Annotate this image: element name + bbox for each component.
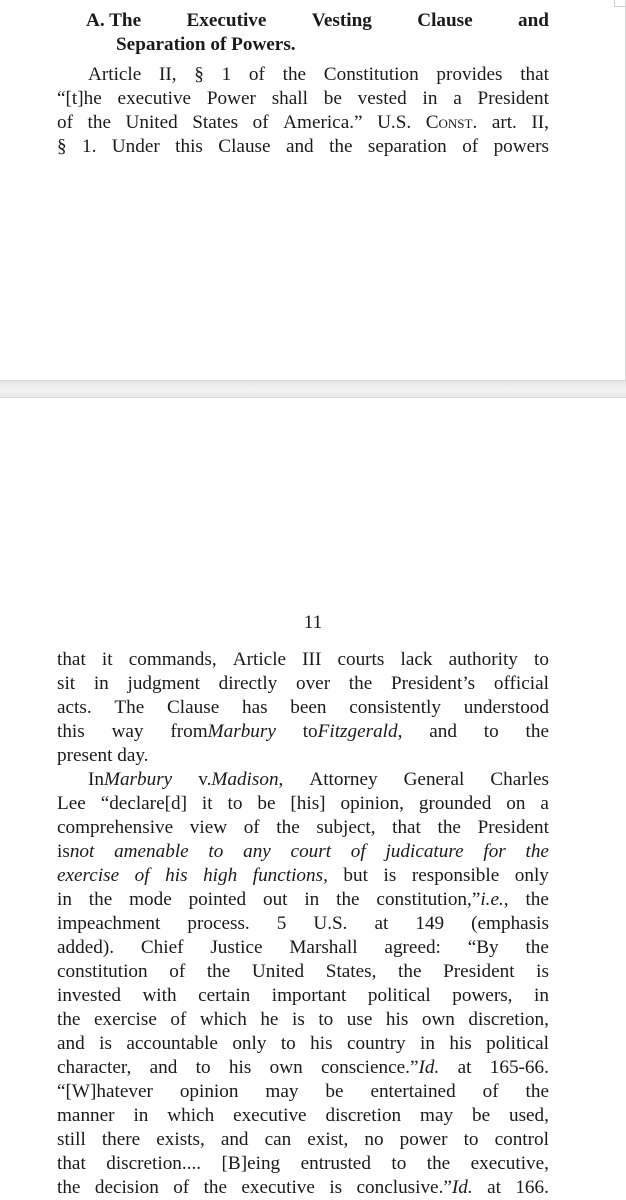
text-line (57, 696, 549, 720)
text-word: high (203, 865, 238, 886)
text-word: President (477, 817, 549, 838)
text-word: powers (493, 136, 549, 157)
text-word: “declare[d] (100, 793, 187, 814)
text-word: and (220, 1129, 249, 1150)
text-word: directly (218, 673, 278, 694)
text-word: conscience.”Id. (321, 1057, 440, 1078)
text-word: that (392, 817, 421, 838)
text-word: [his] (290, 793, 326, 814)
text-word: character, (57, 1057, 132, 1078)
document-page-bottom (0, 398, 626, 1200)
text-line (57, 888, 549, 912)
text-word: in (533, 985, 549, 1006)
text-word: use (346, 1009, 373, 1030)
text-word: the (426, 1153, 451, 1174)
section-heading-line-2: Separation of Powers. (116, 34, 296, 55)
text-word: only (232, 1033, 267, 1054)
text-word: of (169, 961, 186, 982)
text-line (57, 135, 549, 159)
text-word: the (525, 721, 549, 742)
text-word: United (125, 112, 178, 133)
text-word: at (487, 1177, 501, 1198)
text-word: Fitzgerald (317, 721, 398, 742)
text-word: discretion, (468, 1009, 549, 1030)
text-word: to (280, 1033, 296, 1054)
text-word: the (525, 841, 549, 862)
text-word: courts (337, 649, 385, 670)
text-word: 1 (221, 64, 232, 85)
text-word: , (278, 769, 284, 790)
text-word: to (391, 1153, 407, 1174)
text-word: “[W]hatever (57, 1081, 153, 1102)
text-word: may (420, 1105, 454, 1126)
text-word: his (228, 1057, 252, 1078)
text-word: mode (129, 889, 172, 910)
text-word: added). (57, 937, 115, 958)
text-word: the (88, 889, 113, 910)
text-word: Clause (166, 697, 220, 718)
text-word: 165-66. (489, 1057, 549, 1078)
text-word: the (525, 1081, 549, 1102)
text-word: his (165, 865, 188, 886)
text-word: this (175, 136, 203, 157)
text-word: Article (232, 649, 287, 670)
text-word: there (101, 1129, 141, 1150)
text-word: responsible (411, 865, 500, 886)
text-word: United (251, 961, 305, 982)
text-word: understood (463, 697, 549, 718)
text-word: exercise (57, 865, 120, 886)
text-word: is (329, 1177, 343, 1198)
text-word: II, (531, 112, 549, 133)
text-word: of (134, 865, 150, 886)
text-word: any (243, 841, 271, 862)
text-word: vested (357, 88, 407, 109)
text-word: it (201, 793, 213, 814)
text-word: decision (94, 1177, 159, 1198)
text-word: Article (88, 64, 142, 85)
text-word: entrusted (300, 1153, 371, 1174)
text-line (57, 1056, 549, 1080)
text-word: court (290, 841, 332, 862)
text-word: III (302, 649, 322, 670)
text-word: with (142, 985, 177, 1006)
text-word: of (248, 64, 265, 85)
text-word: not (69, 841, 95, 862)
text-word: authority (448, 649, 518, 670)
text-word: discretion.... (106, 1153, 202, 1174)
text-word: , (323, 865, 328, 886)
text-word: onst (438, 112, 473, 133)
text-word: entertained (370, 1081, 456, 1102)
text-word: in (419, 1033, 435, 1054)
text-line (57, 864, 549, 888)
text-word: no (364, 1129, 384, 1150)
text-line (57, 1008, 549, 1032)
text-word: sit (57, 673, 76, 694)
text-word: the (57, 1009, 81, 1030)
text-word: of (350, 841, 366, 862)
text-word: been (290, 697, 327, 718)
text-word: powers, (452, 985, 513, 1006)
text-word: Id. (418, 1057, 440, 1078)
text-word: present (57, 745, 113, 766)
heading-word: Clause (417, 10, 473, 31)
text-line (57, 1176, 549, 1200)
heading-word: Vesting (311, 10, 372, 31)
text-word: 166. (515, 1177, 549, 1198)
text-word: own (421, 1009, 455, 1030)
text-word: “[t]he (57, 88, 102, 109)
text-line (57, 111, 549, 135)
text-line (57, 720, 549, 744)
text-word: that (520, 64, 549, 85)
text-word: the (437, 817, 461, 838)
text-word: the (203, 1177, 228, 1198)
text-word: he (260, 1009, 279, 1030)
text-word: that (57, 649, 86, 670)
text-word: subject, (316, 817, 376, 838)
text-word: executive (241, 1177, 315, 1198)
text-word: Marshall (289, 937, 358, 958)
text-word: Attorney (309, 769, 378, 790)
text-word: constitution (57, 961, 148, 982)
text-word: America.” (283, 112, 363, 133)
text-word: agreed: (384, 937, 441, 958)
text-word: in (304, 889, 320, 910)
text-word: in (57, 889, 72, 910)
text-word: the (87, 112, 111, 133)
text-word: Marbury (103, 769, 173, 790)
text-word: in (93, 673, 109, 694)
text-word: day. (117, 745, 149, 766)
text-word: to (318, 1009, 334, 1030)
text-word: isnot (57, 841, 95, 862)
text-word: to (483, 721, 499, 742)
text-word: Power (206, 88, 256, 109)
text-word: is (383, 865, 397, 886)
text-word: the (398, 961, 422, 982)
text-word: for (483, 841, 506, 862)
text-word: of (482, 1081, 499, 1102)
text-word: out (262, 889, 288, 910)
text-word: important (271, 985, 347, 1006)
text-word: the (336, 889, 360, 910)
text-word: own (269, 1057, 303, 1078)
text-word: Under (111, 136, 160, 157)
text-line (57, 768, 549, 792)
text-word: of (170, 1009, 187, 1030)
text-word: art. (491, 112, 517, 133)
text-word: , (503, 889, 509, 910)
text-word: official (493, 673, 549, 694)
text-word: exists, (156, 1129, 205, 1150)
text-word: impeachment (57, 913, 161, 934)
text-line (57, 1128, 549, 1152)
text-word: judicature (385, 841, 464, 862)
text-word: comprehensive (57, 817, 174, 838)
text-word: conclusive.”Id. (356, 1177, 473, 1198)
text-word: country (346, 1033, 406, 1054)
text-word: the (525, 937, 549, 958)
text-word: can (264, 1129, 292, 1150)
text-word: at (457, 1057, 472, 1078)
text-word: and (285, 136, 314, 157)
text-word: is (291, 1009, 305, 1030)
text-word: shall (271, 88, 308, 109)
text-word: Const. (425, 112, 478, 133)
text-word: is (99, 1033, 112, 1054)
text-word: to (534, 649, 549, 670)
section-heading-line-1 (86, 9, 549, 33)
text-word: the (282, 64, 307, 85)
text-word: exercise (93, 1009, 157, 1030)
text-word: the (348, 673, 373, 694)
text-word: and (149, 1057, 178, 1078)
text-word: in (133, 1105, 149, 1126)
text-word: [B]eing (221, 1153, 281, 1174)
text-word: . (472, 112, 478, 133)
text-word: Justice (210, 937, 263, 958)
text-line (57, 744, 549, 768)
text-word: that (57, 1153, 86, 1174)
text-word: functions, (252, 865, 328, 886)
text-word: fromMarbury (170, 721, 276, 742)
paragraph-marbury (57, 648, 549, 1200)
text-line (57, 1032, 549, 1056)
text-word: on (506, 793, 526, 814)
text-word: acts. (57, 697, 92, 718)
paragraph-article-ii (57, 63, 549, 159)
text-word: a (453, 88, 462, 109)
text-word: to (195, 1057, 211, 1078)
text-line (57, 912, 549, 936)
text-word: commands, (128, 649, 217, 670)
text-word: toFitzgerald, (302, 721, 403, 742)
text-line (57, 792, 549, 816)
text-word: his (310, 1033, 333, 1054)
text-word: be (325, 1081, 344, 1102)
text-word: political (486, 1033, 549, 1054)
text-word: The (114, 697, 145, 718)
text-word: his (449, 1033, 472, 1054)
text-word: of (462, 136, 479, 157)
text-word: in (422, 88, 438, 109)
page-number: 11 (303, 612, 323, 633)
text-word: has (241, 697, 268, 718)
text-word: view (189, 817, 228, 838)
text-word: may (265, 1081, 299, 1102)
text-word: separation (367, 136, 447, 157)
text-word: power (399, 1129, 448, 1150)
text-word: amenable (114, 841, 189, 862)
text-word: which (199, 1009, 247, 1030)
text-word: discretion (325, 1105, 402, 1126)
text-line (57, 960, 549, 984)
text-word: Lee (57, 793, 86, 814)
text-word: constitution,”i.e., (376, 889, 509, 910)
text-line (57, 672, 549, 696)
text-word: President’s (390, 673, 476, 694)
text-word: be (323, 88, 342, 109)
text-line (57, 984, 549, 1008)
text-word: executive (117, 88, 192, 109)
text-word: Id. (451, 1177, 473, 1198)
text-word: States, (325, 961, 377, 982)
section-heading (86, 9, 549, 57)
text-word: a (540, 793, 549, 814)
text-word: of (243, 817, 260, 838)
text-line (57, 1104, 549, 1128)
page-divider (0, 380, 626, 398)
text-word: Constitution (323, 64, 419, 85)
document-page-top (0, 0, 626, 380)
text-word: political (367, 985, 431, 1006)
text-word: consistently (349, 697, 441, 718)
page-corner (614, 0, 625, 7)
text-word: the (57, 1177, 81, 1198)
text-word: lack (400, 649, 433, 670)
text-word: over (295, 673, 331, 694)
heading-word: and (518, 10, 549, 31)
text-word: the (276, 817, 300, 838)
text-word: II, (159, 64, 177, 85)
text-word: Clause (218, 136, 271, 157)
text-word: the (525, 889, 549, 910)
text-word: of (252, 112, 269, 133)
text-word: to (208, 841, 224, 862)
text-word: President (477, 88, 549, 109)
text-word: only (514, 865, 549, 886)
text-word: President (443, 961, 515, 982)
text-word: used, (508, 1105, 549, 1126)
text-word: General (403, 769, 465, 790)
text-line (57, 1080, 549, 1104)
text-word: , (397, 721, 403, 742)
text-word: Madison (211, 769, 279, 790)
text-word: opinion (179, 1081, 239, 1102)
text-word: this (57, 721, 85, 742)
text-word: U.S. (377, 112, 412, 133)
text-word: (emphasis (471, 913, 549, 934)
text-word: Charles (490, 769, 549, 790)
text-word: “By (467, 937, 499, 958)
text-word: be (257, 793, 276, 814)
text-word: provides (436, 64, 503, 85)
text-word: the (206, 961, 231, 982)
text-word: the (329, 136, 353, 157)
text-word: accountable (126, 1033, 218, 1054)
text-word: 149 (415, 913, 445, 934)
text-word: control (494, 1129, 549, 1150)
text-word: § (57, 136, 67, 157)
text-line (57, 840, 549, 864)
text-word: i.e. (480, 889, 504, 910)
text-word: to (463, 1129, 479, 1150)
text-word: 1. (82, 136, 97, 157)
text-word: executive (233, 1105, 307, 1126)
text-word: grounded (418, 793, 492, 814)
text-word: States (192, 112, 239, 133)
heading-word: Executive (186, 10, 267, 31)
text-word: way (111, 721, 144, 742)
text-word: is (536, 961, 549, 982)
text-word: still (57, 1129, 86, 1150)
text-word: certain (198, 985, 251, 1006)
text-word: and (57, 1033, 85, 1054)
text-word: U.S. (313, 913, 348, 934)
text-word: v.Madison, (198, 769, 284, 790)
text-word: 5 (276, 913, 287, 934)
text-word: pointed (188, 889, 247, 910)
text-word: invested (57, 985, 121, 1006)
text-line (57, 936, 549, 960)
heading-word: A. The (86, 10, 142, 31)
text-word: Marbury (207, 721, 276, 742)
text-word: § (194, 64, 204, 85)
text-word: which (167, 1105, 215, 1126)
text-line (57, 1152, 549, 1176)
text-word: to (227, 793, 243, 814)
text-word: executive, (470, 1153, 549, 1174)
text-line (57, 63, 549, 87)
text-word: at (374, 913, 389, 934)
text-word: opinion, (340, 793, 404, 814)
text-word: of (57, 112, 73, 133)
text-word: it (101, 649, 113, 670)
text-word: manner (57, 1105, 115, 1126)
text-line (57, 87, 549, 111)
text-word: but (343, 865, 368, 886)
text-word: of (173, 1177, 190, 1198)
text-word: his (385, 1009, 409, 1030)
text-line (57, 816, 549, 840)
text-word: InMarbury (88, 769, 173, 790)
text-word: process. (187, 913, 250, 934)
text-word: be (471, 1105, 491, 1126)
text-word: and (429, 721, 457, 742)
text-line (57, 648, 549, 672)
text-word: exist, (307, 1129, 349, 1150)
text-word: Chief (140, 937, 184, 958)
text-word: judgment (127, 673, 200, 694)
